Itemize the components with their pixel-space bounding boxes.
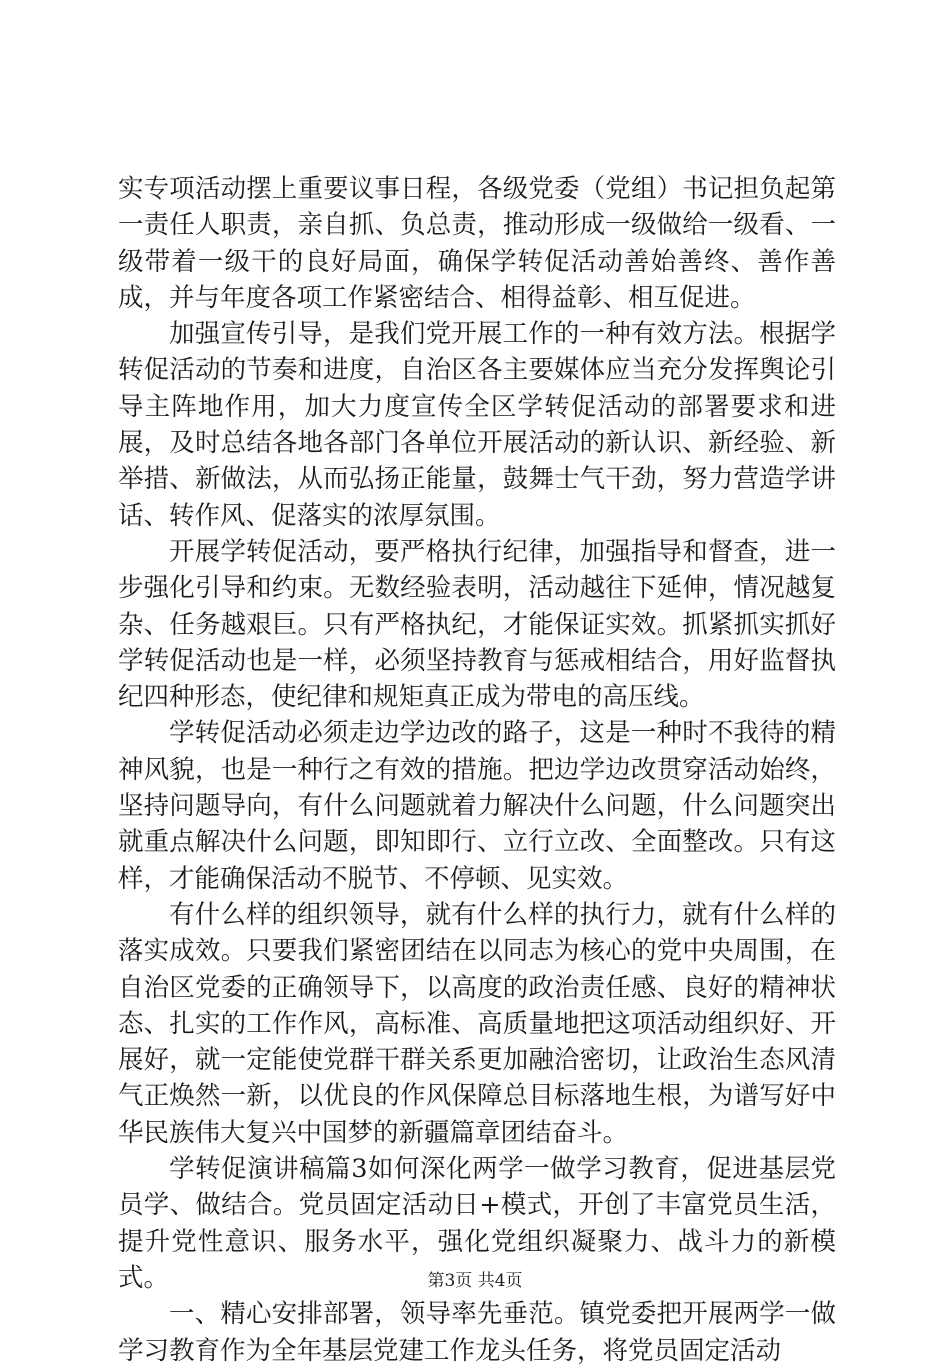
paragraph-2: 加强宣传引导，是我们党开展工作的一种有效方法。根据学转促活动的节奏和进度，自治区各主要媒体应当充分发挥舆论引导主阵地作用，加大力度宣传全区学转促活动的部署要求和进展，及时总结各地各部门各单位开展活动的新认识、新经验、新举措、新做法，从而弘扬正能量，鼓舞士气干劲，努力营造学讲话、转作风、促落实的浓厚氛围。 [118,319,836,531]
document-body [118,171,836,1369]
paragraph-1: 实专项活动摆上重要议事日程，各级党委（党组）书记担负起第一责任人职责，亲自抓、负总责，推动形成一级做给一级看、一级带着一级干的良好局面，确保学转促活动善始善终、善作善成，并与年度各项工作紧密结合、相得益彰、相互促进。 [118,174,836,313]
paragraph-7: 一、精心安排部署，领导率先垂范。镇党委把开展两学一做学习教育作为全年基层党建工作龙头任务，将党员固定活动 [118,1299,836,1366]
paragraph-5: 有什么样的组织领导，就有什么样的执行力，就有什么样的落实成效。只要我们紧密团结在以同志为核心的党中央周围，在自治区党委的正确领导下，以高度的政治责任感、良好的精神状态、扎实的工作作风，高标准、高质量地把这项活动组织好、开展好，就一定能使党群干群关系更加融洽密切，让政治生态风清气正焕然一新，以优良的作风保障总目标落地生根，为谱写好中华民族伟大复兴中国梦的新疆篇章团结奋斗。 [118,899,836,1148]
paragraph-4: 学转促活动必须走边学边改的路子，这是一种时不我待的精神风貌，也是一种行之有效的措施。把边学边改贯穿活动始终，坚持问题导向，有什么问题就着力解决什么问题，什么问题突出就重点解决什么问题，即知即行、立行立改、全面整改。只有这样，才能确保活动不脱节、不停顿、见实效。 [118,718,836,894]
page-footer: 第3页 共4页 [427,1271,523,1291]
paragraph-6: 学转促演讲稿篇3如何深化两学一做学习教育，促进基层党员学、做结合。党员固定活动日+模式，开创了丰富党员生活，提升党性意识、服务水平，强化党组织凝聚力、战斗力的新模式。 [118,1154,836,1293]
paragraph-3: 开展学转促活动，要严格执行纪律，加强指导和督查，进一步强化引导和约束。无数经验表明，活动越往下延伸，情况越复杂、任务越艰巨。只有严格执纪，才能保证实效。抓紧抓实抓好学转促活动也是一样，必须坚持教育与惩戒相结合，用好监督执纪四种形态，使纪律和规矩真正成为带电的高压线。 [118,536,836,713]
